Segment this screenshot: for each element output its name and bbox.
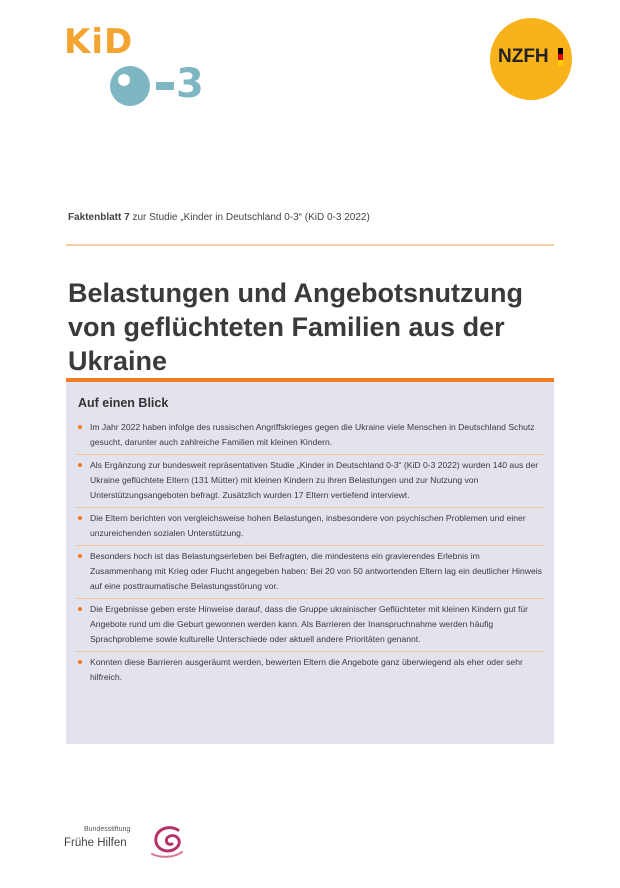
kid-logo [64, 22, 204, 107]
swirl-icon [148, 824, 186, 858]
list-item: Die Eltern berichten von vergleichsweise hohen Belastungen, insbesondere von psychischen Problemen und einer unzureichenden sozialen Unterstützung. [76, 511, 544, 541]
list-item: Besonders hoch ist das Belastungserleben bei Befragten, die mindestens ein gravierendes Erlebnis im Zusammenhang mit Krieg oder Flucht angegeben haben: Bei 20 von 50 antwortenden Eltern lag ein deutlicher Hinweis auf eine posttraumatische Belastungsstörung vor. [76, 549, 544, 594]
summary-box [66, 378, 554, 744]
nzfh-logo-text: NZFH [498, 46, 549, 67]
bullet-icon [78, 554, 82, 558]
bullet-icon [78, 660, 82, 664]
list-item: Konnten diese Barrieren ausgeräumt werden, bewerten Eltern die Angebote ganz überwiegend als eher oder sehr hilfreich. [76, 655, 544, 685]
summary-heading: Auf einen Blick [78, 396, 169, 410]
summary-list [76, 420, 544, 693]
german-flag-icon [558, 48, 563, 66]
kid-logo-dash [156, 82, 174, 90]
nzfh-logo [490, 18, 572, 100]
footer-logo-bottom: Frühe Hilfen [64, 837, 127, 849]
factsheet-study: zur Studie „Kinder in Deutschland 0-3“ (KiD 0-3 2022) [129, 212, 370, 223]
bullet-icon [78, 516, 82, 520]
list-item: Die Ergebnisse geben erste Hinweise darauf, dass die Gruppe ukrainischer Geflüchteter mit kleinen Kindern gut für Angebote rund um die Geburt gewonnen werden kann. Als Barrieren der Inanspruchnahme werden häufig Sprachprobleme sowie kulturelle Unterschiede oder aktuell andere Prioritäten genannt. [76, 602, 544, 647]
bullet-icon [78, 463, 82, 467]
page-title: Belastungen und Angebotsnutzung von geflüchteten Familien aus der Ukraine [68, 278, 523, 377]
footer-logo [64, 822, 194, 862]
kid-logo-text: KiD [64, 22, 134, 62]
bullet-icon [78, 425, 82, 429]
footer-logo-top: Bundesstiftung [84, 826, 131, 833]
bullet-icon [78, 607, 82, 611]
divider [66, 244, 554, 246]
list-item: Im Jahr 2022 haben infolge des russischen Angriffskrieges gegen die Ukraine viele Menschen in Deutschland Schutz gesucht, darunter auch zahlreiche Familien mit kleinen Kindern. [76, 420, 544, 450]
factsheet-subtitle [68, 212, 370, 223]
factsheet-number: Faktenblatt 7 [68, 212, 130, 223]
kid-logo-three: 3 [176, 61, 204, 107]
list-item: Als Ergänzung zur bundesweit repräsentativen Studie „Kinder in Deutschland 0-3“ (KiD 0-3 2022) wurden 140 aus der Ukraine geflüchtete Eltern (131 Mütter) mit kleinen Kindern zu ihren Belastungen und zur Nutzung von Unterstützungsangeboten befragt. Zusätzlich wurden 17 Eltern vertiefend interviewt. [76, 458, 544, 503]
kid-logo-zero-circle [110, 66, 150, 106]
